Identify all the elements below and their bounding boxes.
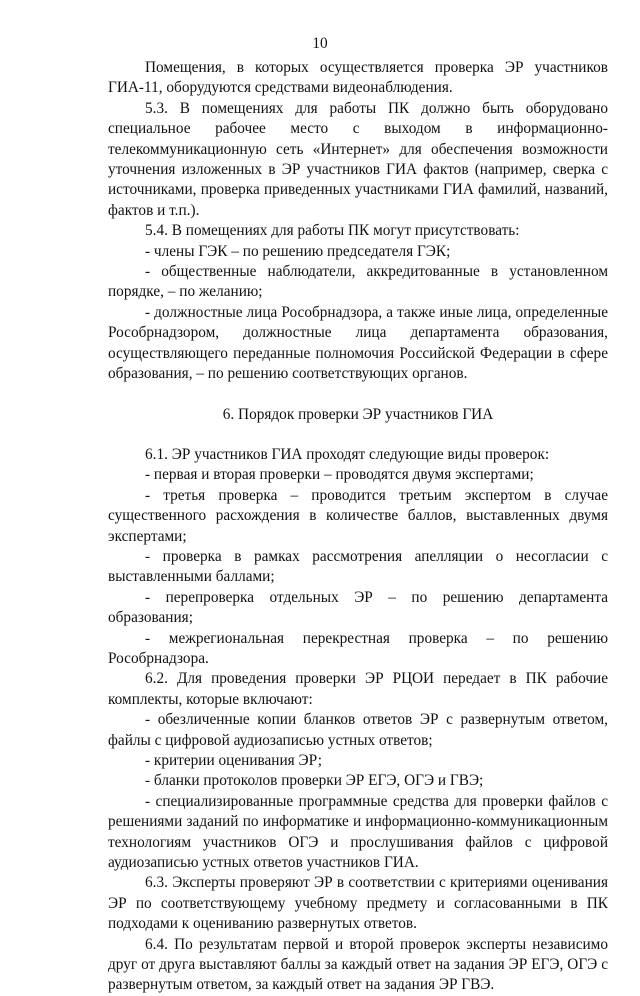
page-number: 10 xyxy=(312,35,328,52)
list-item: - обезличенные копии бланков ответов ЭР с развернутым ответом, файлы с цифровой аудиозаписью устных ответов; xyxy=(108,711,608,749)
list-item: - критерии оценивания ЭР; xyxy=(145,752,322,769)
list-item: - перепроверка отдельных ЭР – по решению департамента образования; xyxy=(108,588,608,627)
list-item: - межрегиональная перекрестная проверка – по решению Рособрнадзора. xyxy=(108,629,608,667)
paragraph-6-2: 6.2. Для проведения проверки ЭР РЦОИ передает в ПК рабочие комплекты, которые включают: xyxy=(108,670,608,708)
paragraph-6-3: 6.3. Эксперты проверяют ЭР в соответствии с критериями оценивания ЭР по соответствующему учебному предмету и согласованными в ПК подходами к оцениванию развернутых ответов. xyxy=(108,874,608,933)
section-heading: 6. Порядок проверки ЭР участников ГИА xyxy=(222,405,494,423)
list-item: - должностные лица Рособрнадзора, а также иные лица, определенные Рособрнадзором, должностные лица департамента образования, осуществляющего переданные полномочия Российской Федерации в сфере образования, – по решению соответствующих органов. xyxy=(108,303,608,383)
paragraph-5-4: 5.4. В помещениях для работы ПК могут присутствовать: xyxy=(145,222,520,240)
list-item: - бланки протоколов проверки ЭР ЕГЭ, ОГЭ и ГВЭ; xyxy=(145,772,484,790)
paragraph-5-3: 5.3. В помещениях для работы ПК должно быть оборудовано специальное рабочее место с выходом в информационно-телекоммуникационную сеть «Интернет» для обеспечения возможности уточнения изложенных в ЭР участников ГИА фактов (например, сверка с источниками, проверка приведенных участниками ГИА фамилий, названий, фактов и т.п.). xyxy=(108,99,608,219)
list-item: - проверка в рамках рассмотрения апелляции о несогласии с выставленными баллами; xyxy=(108,547,608,586)
paragraph: Помещения, в которых осуществляется проверка ЭР участников ГИА-11, оборудуются средствами видеонаблюдения. xyxy=(108,59,608,97)
list-item: - третья проверка – проводится третьим экспертом в случае существенного расхождения в количестве баллов, выставленных двумя экспертами; xyxy=(108,486,608,545)
paragraph-6-1: 6.1. ЭР участников ГИА проходят следующие виды проверок: xyxy=(145,445,550,463)
list-item: - первая и вторая проверки – проводятся двумя экспертами; xyxy=(145,466,534,484)
list-item: - общественные наблюдатели, аккредитованные в установленном порядке, – по желанию; xyxy=(108,263,608,301)
document-body xyxy=(108,58,608,996)
list-item: - специализированные программные средства для проверки файлов с решениями заданий по информатике и информационно-коммуникационным технологиям участников ОГЭ и прослушивания файлов с цифровой аудиозаписью устных ответов участников ГИА. xyxy=(108,792,608,872)
paragraph-6-4: 6.4. По результатам первой и второй проверок эксперты независимо друг от друга выставляют баллы за каждый ответ на задания ЭР ЕГЭ, ОГЭ с развернутым ответом, за каждый ответ на задания ЭР ГВЭ. xyxy=(108,935,608,994)
list-item: - члены ГЭК – по решению председателя ГЭК; xyxy=(145,242,451,260)
